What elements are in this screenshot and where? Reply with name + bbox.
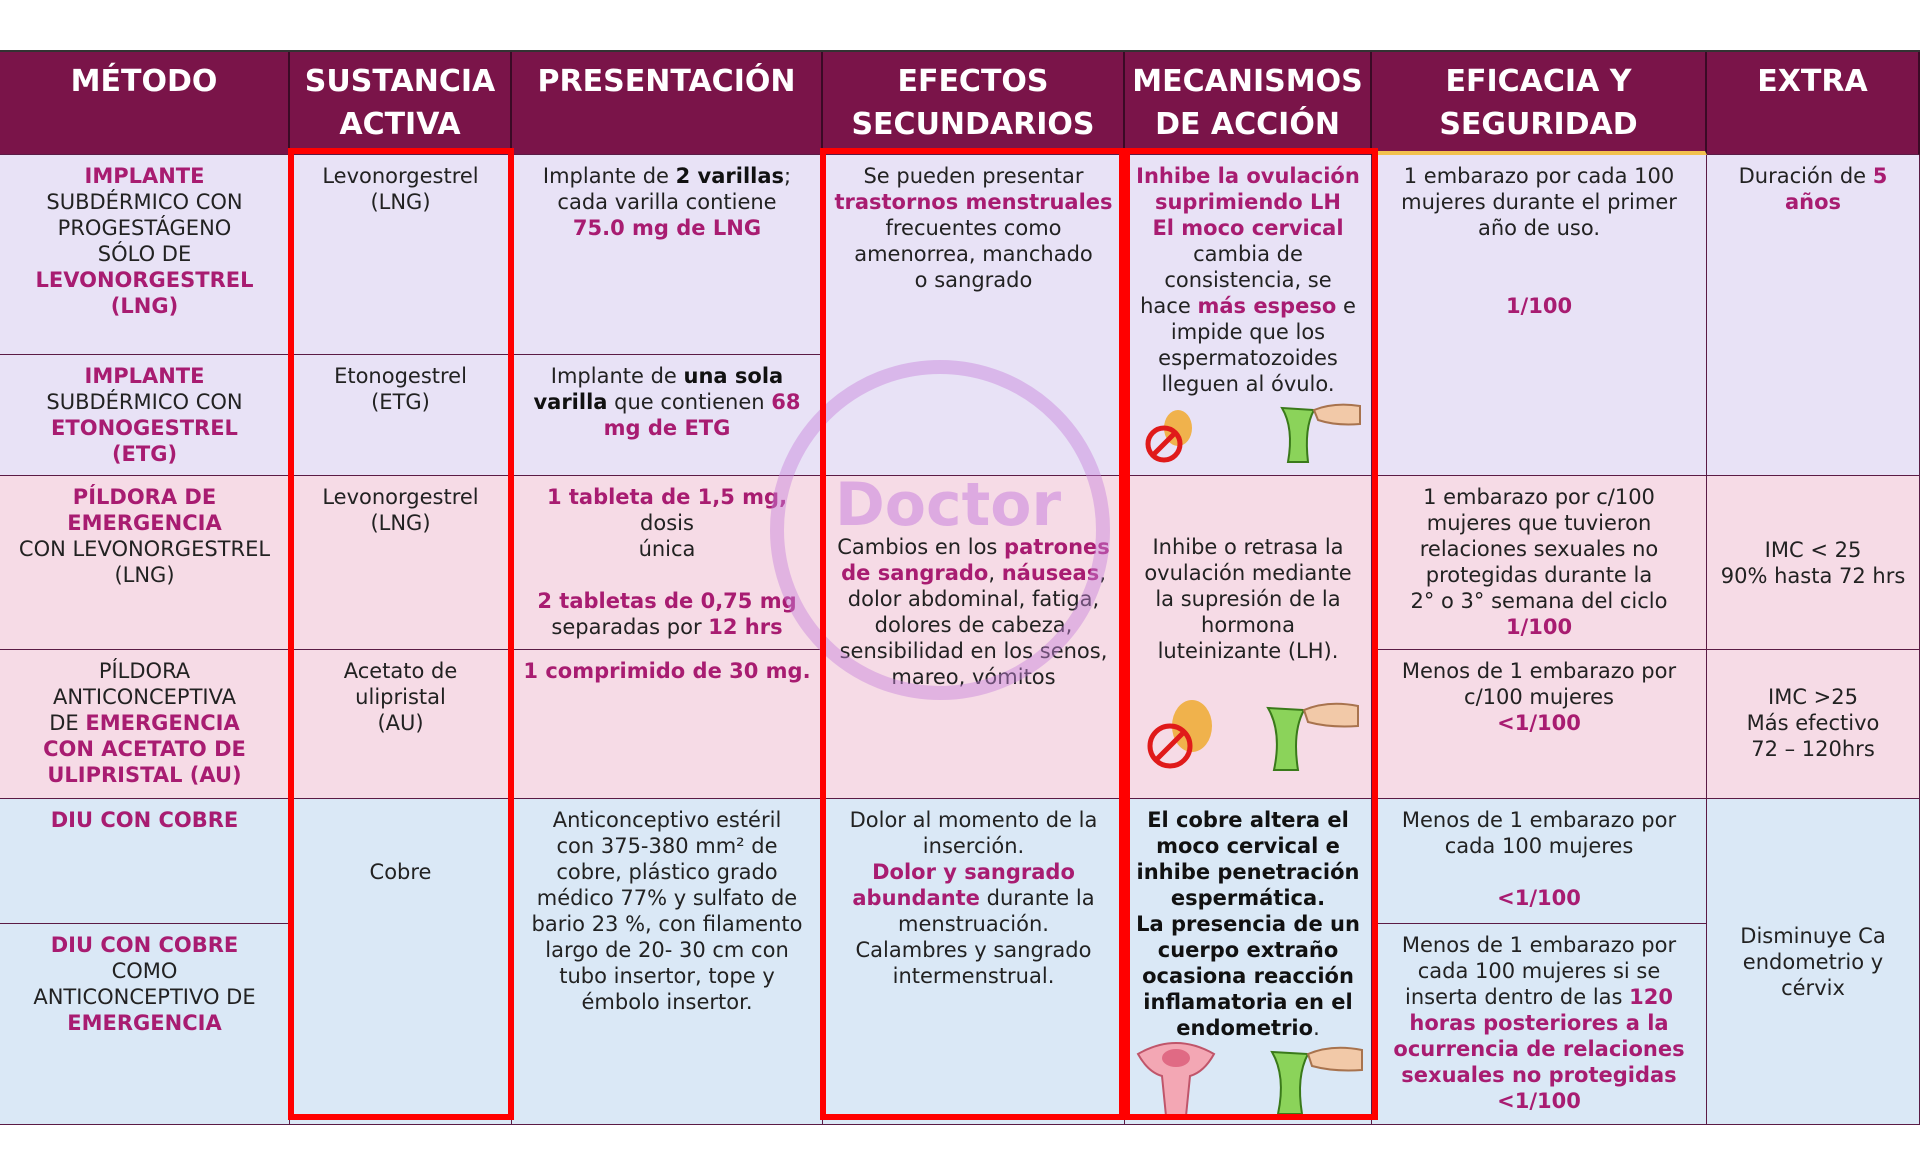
r2-pres-c: varilla <box>533 390 608 414</box>
r4-efi-l3: <1/100 <box>1497 711 1581 735</box>
r56-extra-l3: cérvix <box>1781 975 1845 1000</box>
r3-metodo <box>0 476 290 650</box>
r3-pres-f: 12 hrs <box>708 615 783 639</box>
r3-sus-l1: Levonorgestrel <box>322 485 479 509</box>
r5-efi-l2: cada 100 mujeres <box>1444 834 1634 858</box>
r3-extra-l1: IMC < 25 <box>1764 537 1862 562</box>
r56-extra-l2: endometrio y <box>1742 949 1884 974</box>
r3-pres-b: dosis <box>640 511 694 535</box>
r56-pres-l6: largo de 20- 30 cm con <box>545 938 789 962</box>
r2-pres-f: mg de ETG <box>603 416 731 440</box>
r12-mec-l1: Inhibe la ovulación <box>1136 164 1360 188</box>
r3-met-l3: CON LEVONORGESTREL <box>18 537 271 561</box>
r1-efi-l1: 1 embarazo por cada 100 <box>1403 164 1675 188</box>
r12-mec-l3: El moco cervical <box>1152 216 1344 240</box>
r6-met-l1: DIU CON COBRE <box>50 933 239 957</box>
r4-pres-l1: 1 comprimido de 30 mg. <box>523 659 811 683</box>
r34-ef-b: patrones <box>1004 535 1110 559</box>
r1-metodo-l1: IMPLANTE <box>84 164 205 188</box>
r5-eficacia <box>1372 799 1707 924</box>
r1-efi-l3: año de uso. <box>1477 216 1601 240</box>
r34-ef-h: dolores de cabeza, <box>874 613 1073 637</box>
r56-efectos <box>823 799 1125 1125</box>
header-extra: EXTRA <box>1707 52 1920 155</box>
r4-eficacia <box>1372 650 1707 799</box>
r3-efi-l3: relaciones sexuales no <box>1419 537 1659 561</box>
r12-mec-l4: cambia de <box>1193 242 1303 266</box>
r2-sus-l2: (ETG) <box>371 390 430 414</box>
r34-mecanismo <box>1125 476 1372 799</box>
r4-met-l4: CON ACETATO DE <box>43 737 246 761</box>
r2-sustancia <box>290 355 512 476</box>
r34-efectos <box>823 476 1125 799</box>
r2-pres-a: Implante de <box>550 364 684 388</box>
r12-ef-l4: amenorrea, manchado <box>854 242 1093 266</box>
r2-met-l2: SUBDÉRMICO CON <box>46 390 243 414</box>
r3-eficacia <box>1372 476 1707 650</box>
r3-presentacion <box>512 476 823 650</box>
header-mecanismos: MECANISMOS DE ACCIÓN <box>1125 52 1372 155</box>
r1-pres-d: cada varilla contiene <box>557 190 777 214</box>
r12-efectos <box>823 155 1125 476</box>
r56-mec-l7: ocasiona reacción <box>1142 964 1354 988</box>
r34-ef-j: mareo, vómitos <box>891 665 1056 689</box>
r56-ef-l3: Dolor y sangrado <box>872 860 1075 884</box>
r1-sustancia-l1: Levonorgestrel <box>322 164 479 188</box>
r34-ef-d: , <box>988 561 1002 585</box>
r56-extra-l1: Disminuye Ca <box>1740 923 1886 948</box>
r4-met-l2: ANTICONCEPTIVA <box>52 685 236 709</box>
r12-mec-l2: suprimiendo LH <box>1154 190 1342 214</box>
r1-pres-e: 75.0 mg de LNG <box>572 216 762 240</box>
r12-mec-l6c: e <box>1336 294 1356 318</box>
r4-sus-l2: ulipristal <box>355 685 446 709</box>
r56-extra <box>1707 799 1920 1125</box>
r56-ef-l1: Dolor al momento de la <box>849 808 1098 832</box>
r12-mec-l9: lleguen al óvulo. <box>1161 372 1335 396</box>
r56-mec-l2: moco cervical e <box>1156 834 1340 858</box>
r6-efi-l5: ocurrencia de relaciones <box>1393 1037 1685 1061</box>
r4-sus-l1: Acetato de <box>343 659 458 683</box>
header-sustancia: SUSTANCIA ACTIVA <box>290 52 512 155</box>
r56-ef-l5: menstruación. <box>898 912 1049 936</box>
r56-mecanismo <box>1125 799 1372 1125</box>
r56-pres-l7: tubo insertor, tope y <box>559 964 775 988</box>
r56-pres-l5: bario 23 %, con filamento <box>531 912 803 936</box>
r1-extra-b: 5 <box>1872 164 1888 188</box>
r34-mec-l2: ovulación mediante <box>1144 561 1352 585</box>
r3-pres-d: 2 tabletas de 0,75 mg <box>537 589 797 613</box>
r56-mec-l9b: . <box>1313 1016 1320 1040</box>
r1-metodo-l2: SUBDÉRMICO CON <box>46 190 243 214</box>
r1-efi-l4: 1/100 <box>1505 294 1573 318</box>
r4-presentacion <box>512 650 823 799</box>
r1-pres-c: ; <box>784 164 792 188</box>
r34-ef-f: , <box>1099 561 1106 585</box>
r2-pres-b: una sola <box>683 364 784 388</box>
r56-pres-l1: Anticonceptivo estéril <box>552 808 782 832</box>
r1-sustancia <box>290 155 512 355</box>
r2-met-l3: ETONOGESTREL <box>51 416 238 440</box>
r56-pres-l3: cobre, plástico grado <box>556 860 778 884</box>
r4-sus-l3: (AU) <box>377 711 424 735</box>
r56-mec-l6: cuerpo extraño <box>1157 938 1339 962</box>
r56-mec-l1: El cobre altera el <box>1147 808 1349 832</box>
r6-met-l2: COMO <box>111 959 178 983</box>
header-eficacia: EFICACIA Y SEGURIDAD <box>1372 52 1707 155</box>
r2-met-l1: IMPLANTE <box>84 364 205 388</box>
r6-met-l3: ANTICONCEPTIVO DE <box>33 985 256 1009</box>
r12-mec-l7: impide que los <box>1170 320 1326 344</box>
r56-pres-l8: émbolo insertor. <box>581 990 753 1014</box>
r5-met-l1: DIU CON COBRE <box>50 808 239 832</box>
r5-metodo <box>0 799 290 924</box>
r3-efi-l6: 1/100 <box>1505 615 1573 639</box>
r6-efi-l2: cada 100 mujeres si se <box>1417 959 1661 983</box>
r56-mec-l8: inflamatoria en el <box>1143 990 1353 1014</box>
r5-efi-l1: Menos de 1 embarazo por <box>1401 808 1677 832</box>
r4-efi-l2: c/100 mujeres <box>1464 685 1614 709</box>
r56-pres-l4: médico 77% y sulfato de <box>536 886 798 910</box>
r56-sustancia <box>290 799 512 1125</box>
header-efectos: EFECTOS SECUNDARIOS <box>823 52 1125 155</box>
r1-metodo-l3: PROGESTÁGENO <box>57 216 232 240</box>
r1-extra-c: años <box>1784 190 1842 214</box>
r34-mec-l5: luteinizante (LH). <box>1157 639 1339 663</box>
r12-ef-l2: trastornos menstruales <box>834 190 1113 214</box>
r56-pres-l2: con 375-380 mm² de <box>556 834 778 858</box>
r34-ef-i: sensibilidad en los senos, <box>839 639 1108 663</box>
r1-metodo-l6: (LNG) <box>110 294 179 318</box>
r56-mec-l4: espermática. <box>1170 886 1326 910</box>
r1-metodo-l5: LEVONORGESTREL <box>35 268 254 292</box>
r1-efi-l2: mujeres durante el primer <box>1401 190 1677 214</box>
r2-metodo <box>0 355 290 476</box>
r56-ef-l2: inserción. <box>922 834 1025 858</box>
r34-ef-e: náuseas <box>1001 561 1100 585</box>
r3-efi-l4: protegidas durante la <box>1425 563 1653 587</box>
r4-efi-l1: Menos de 1 embarazo por <box>1401 659 1677 683</box>
r56-ef-l7: intermenstrual. <box>892 964 1055 988</box>
r56-ef-l4a: abundante <box>852 886 980 910</box>
r12-mecanismo <box>1125 155 1372 476</box>
r6-efi-l4: horas posteriores a la <box>1409 1011 1669 1035</box>
r1-metodo <box>0 155 290 355</box>
r4-metodo <box>0 650 290 799</box>
r56-mec-l5: La presencia de un <box>1136 912 1360 936</box>
r3-pres-a: 1 tableta de 1,5 mg, <box>546 485 788 509</box>
r4-extra-l2: Más efectivo <box>1746 711 1880 735</box>
r6-met-l4: EMERGENCIA <box>67 1011 222 1035</box>
r4-extra-l3: 72 – 120hrs <box>1751 737 1875 761</box>
r3-efi-l2: mujeres que tuvieron <box>1426 511 1652 535</box>
r4-met-l3b: EMERGENCIA <box>85 711 240 735</box>
r3-extra-l2: 90% hasta 72 hrs <box>1720 563 1906 588</box>
r3-met-l2: EMERGENCIA <box>67 511 222 535</box>
r12-mec-l5: consistencia, se <box>1164 268 1332 292</box>
r6-efi-l1: Menos de 1 embarazo por <box>1401 933 1677 957</box>
r3-pres-c: única <box>638 537 696 561</box>
r6-efi-l3b: 120 <box>1629 985 1673 1009</box>
r6-efi-l7: <1/100 <box>1497 1089 1581 1113</box>
r1-extra-a: Duración de <box>1738 164 1873 188</box>
r4-met-l3a: DE <box>49 711 86 735</box>
r12-extra <box>1707 155 1920 476</box>
r6-efi-l3a: inserta dentro de las <box>1405 985 1630 1009</box>
r2-pres-d: que contienen <box>607 390 772 414</box>
r12-eficacia <box>1372 155 1707 476</box>
r56-presentacion <box>512 799 823 1125</box>
r34-mec-l4: hormona <box>1201 613 1295 637</box>
r1-pres-b: 2 varillas <box>675 164 785 188</box>
r6-metodo <box>0 924 290 1125</box>
r4-met-l1: PÍLDORA <box>98 659 191 683</box>
r12-mec-l6a: hace <box>1140 294 1198 318</box>
r4-sustancia <box>290 650 512 799</box>
r3-sus-l2: (LNG) <box>370 511 431 535</box>
r2-pres-e: 68 <box>771 390 801 414</box>
r3-extra <box>1707 476 1920 650</box>
r1-metodo-l4: SÓLO DE <box>97 242 192 266</box>
r56-ef-l6: Calambres y sangrado <box>855 938 1092 962</box>
r4-extra <box>1707 650 1920 799</box>
r34-ef-a: Cambios en los <box>837 535 1005 559</box>
r12-ef-l5: o sangrado <box>914 268 1033 292</box>
r12-mec-l8: espermatozoides <box>1158 346 1338 370</box>
r6-efi-l6: sexuales no protegidas <box>1401 1063 1677 1087</box>
r5-efi-l3: <1/100 <box>1497 886 1581 910</box>
r3-efi-l1: 1 embarazo por c/100 <box>1423 485 1655 509</box>
r1-presentacion <box>512 155 823 355</box>
r56-ef-l4b: durante la <box>979 886 1095 910</box>
r56-mec-l3: inhibe penetración <box>1136 860 1360 884</box>
r34-ef-c: de sangrado <box>841 561 989 585</box>
r3-met-l4: (LNG) <box>114 563 175 587</box>
r34-mec-l3: la supresión de la <box>1155 587 1341 611</box>
r3-pres-e: separadas por <box>551 615 709 639</box>
r1-sustancia-l2: (LNG) <box>370 190 431 214</box>
r4-extra-l1: IMC >25 <box>1768 685 1858 709</box>
header-presentacion: PRESENTACIÓN <box>512 52 823 155</box>
watermark-text: Doctor <box>835 470 1062 540</box>
r2-presentacion <box>512 355 823 476</box>
r3-sustancia <box>290 476 512 650</box>
r4-met-l5: ULIPRISTAL (AU) <box>47 763 242 787</box>
r34-ef-g: dolor abdominal, fatiga, <box>847 587 1100 611</box>
r12-mec-l6b: más espeso <box>1197 294 1337 318</box>
header-metodo: MÉTODO <box>0 52 290 155</box>
r2-sus-l1: Etonogestrel <box>334 364 467 388</box>
r6-eficacia <box>1372 924 1707 1125</box>
r12-ef-l3: frecuentes como <box>885 216 1062 240</box>
r2-met-l4: (ETG) <box>111 442 178 466</box>
r12-ef-l1: Se pueden presentar <box>863 164 1084 188</box>
r3-met-l1: PÍLDORA DE <box>72 485 217 509</box>
r56-sus-l1: Cobre <box>369 860 432 884</box>
r1-pres-a: Implante de <box>542 164 676 188</box>
r3-efi-l5: 2° o 3° semana del ciclo <box>1410 589 1668 613</box>
r34-mec-l1: Inhibe o retrasa la <box>1152 535 1344 559</box>
r56-mec-l9a: endometrio <box>1176 1016 1314 1040</box>
contraceptive-table <box>0 50 1920 1123</box>
